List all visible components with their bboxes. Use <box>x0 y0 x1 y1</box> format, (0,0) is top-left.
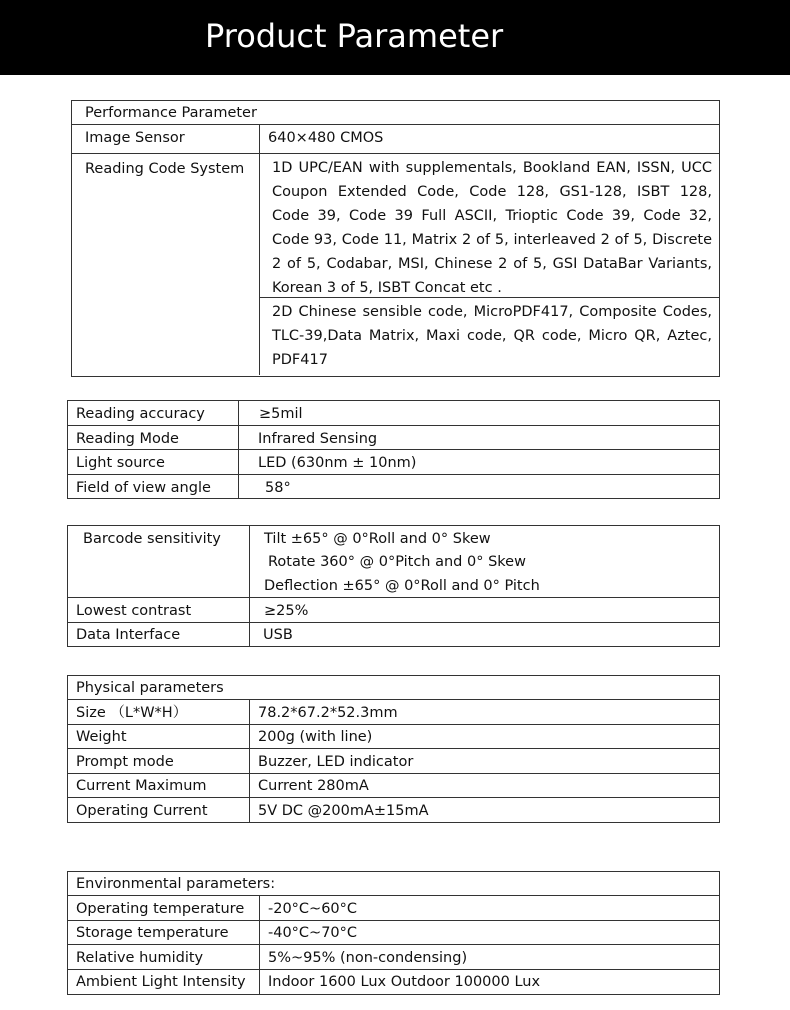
prompt-mode-value: Buzzer, LED indicator <box>258 754 414 770</box>
weight-value: 200g (with line) <box>258 729 373 745</box>
field-of-view-label: Field of view angle <box>76 480 211 496</box>
physical-section-title: Physical parameters <box>76 680 224 696</box>
barcode-sensitivity-label: Barcode sensitivity <box>83 531 221 547</box>
current-maximum-label: Current Maximum <box>76 778 207 794</box>
image-sensor-label: Image Sensor <box>85 130 185 146</box>
page-title: Product Parameter <box>205 17 504 55</box>
relative-humidity-label: Relative humidity <box>76 950 204 966</box>
weight-label: Weight <box>76 729 127 745</box>
size-label: Size （L*W*H） <box>76 705 188 721</box>
operating-temperature-label: Operating temperature <box>76 901 245 917</box>
performance-section-title: Performance Parameter <box>85 105 257 121</box>
ambient-light-value: Indoor 1600 Lux Outdoor 100000 Lux <box>268 974 541 990</box>
field-of-view-value: 58° <box>265 480 291 496</box>
prompt-mode-label: Prompt mode <box>76 754 174 770</box>
code-2d-text: 2D Chinese sensible code, MicroPDF417, Composite Codes, TLC-39,Data Matrix, Maxi code, QR code, Micro QR, Aztec, PDF417 <box>272 304 712 368</box>
light-source-value: LED (630nm ± 10nm) <box>258 455 417 471</box>
operating-temperature-value: -20°C~60°C <box>268 901 358 917</box>
current-maximum-value: Current 280mA <box>258 778 369 794</box>
operating-current-label: Operating Current <box>76 803 208 819</box>
barcode-tilt-value: Tilt ±65° @ 0°Roll and 0° Skew <box>264 531 491 547</box>
light-source-label: Light source <box>76 455 165 471</box>
relative-humidity-value: 5%~95% (non-condensing) <box>268 950 468 966</box>
barcode-deflection-value: Deflection ±65° @ 0°Roll and 0° Pitch <box>264 578 540 594</box>
image-sensor-value: 640×480 CMOS <box>268 130 384 146</box>
reading-mode-value: Infrared Sensing <box>258 431 378 447</box>
environmental-section-title: Environmental parameters: <box>76 876 276 892</box>
code-1d-text: 1D UPC/EAN with supplementals, Bookland EAN, ISSN, UCC Coupon Extended Code, Code 128, GS1-128, ISBT 128, Code 39, Code 39 Full ASCII, Trioptic Code 39, Code 32, Code 93, Code 11, Matrix 2 of 5, interleaved 2 of 5, Discrete 2 of 5, Codabar, MSI, Chinese 2 of 5, GSI DataBar Variants, Korean 3 of 5, ISBT Concat etc . <box>272 160 712 296</box>
physical-table <box>67 675 720 823</box>
storage-temperature-label: Storage temperature <box>76 925 229 941</box>
data-interface-label: Data Interface <box>76 627 181 643</box>
header-banner <box>0 0 790 75</box>
lowest-contrast-label: Lowest contrast <box>76 603 192 619</box>
reading-accuracy-label: Reading accuracy <box>76 406 205 422</box>
reading-mode-label: Reading Mode <box>76 431 179 447</box>
barcode-rotate-value: Rotate 360° @ 0°Pitch and 0° Skew <box>268 554 526 570</box>
ambient-light-label: Ambient Light Intensity <box>76 974 246 990</box>
storage-temperature-value: -40°C~70°C <box>268 925 358 941</box>
reading-accuracy-value: ≥5mil <box>259 406 303 422</box>
data-interface-value: USB <box>263 627 293 643</box>
lowest-contrast-value: ≥25% <box>264 603 309 619</box>
size-value: 78.2*67.2*52.3mm <box>258 705 398 721</box>
reading-code-label: Reading Code System <box>85 161 245 177</box>
operating-current-value: 5V DC @200mA±15mA <box>258 803 429 819</box>
